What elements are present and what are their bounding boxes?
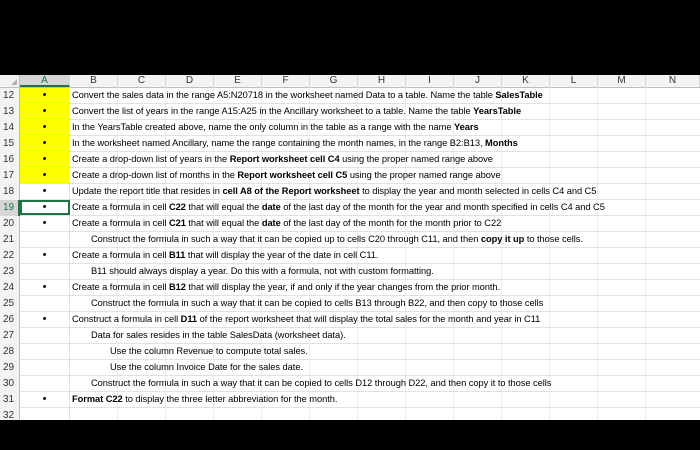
row-header-32[interactable]: 32 xyxy=(0,408,20,420)
cell-a24[interactable] xyxy=(20,280,70,295)
bullet-glyph: • xyxy=(42,217,47,229)
instruction-text-row-25[interactable] xyxy=(91,296,543,311)
bullet-glyph: • xyxy=(42,169,47,181)
row-header-13[interactable]: 13 xyxy=(0,104,20,120)
row-header-16[interactable]: 16 xyxy=(0,152,20,168)
sheet-row-18 xyxy=(0,184,700,200)
cell-a27[interactable] xyxy=(20,328,70,343)
text-run: to display the year and month selected in cells C4 and C5 xyxy=(359,186,597,196)
text-run: Construct the formula in such a way that it can be copied to cells B13 through B22, and then copy to those cells xyxy=(91,298,544,308)
column-header-f[interactable]: F xyxy=(262,75,310,87)
instruction-text-row-22[interactable] xyxy=(72,248,378,263)
bold-text-run: C22 xyxy=(168,202,186,212)
bold-text-run: date xyxy=(261,218,281,228)
text-run: using the proper named range above xyxy=(347,170,501,180)
instruction-text-row-13[interactable] xyxy=(72,104,521,119)
cell-a20[interactable] xyxy=(20,216,70,231)
cell-a31[interactable] xyxy=(20,392,70,407)
column-header-a[interactable]: A xyxy=(20,75,70,87)
row-header-24[interactable]: 24 xyxy=(0,280,20,296)
instruction-text-row-19[interactable] xyxy=(72,200,605,215)
sheet-row-23 xyxy=(0,264,700,280)
text-run: Convert the list of years in the range A15:A25 in the Ancillary worksheet to a table. Name the table xyxy=(72,106,474,116)
sheet-row-28 xyxy=(0,344,700,360)
cell-a18[interactable] xyxy=(20,184,70,199)
row-header-12[interactable]: 12 xyxy=(0,88,20,104)
text-run: of the last day of the month for the year and month specified in cells C4 and C5 xyxy=(280,202,605,212)
column-header-n[interactable]: N xyxy=(646,75,700,87)
sheet-row-25 xyxy=(0,296,700,312)
bullet-glyph: • xyxy=(42,393,47,405)
bullet-glyph: • xyxy=(42,137,47,149)
column-header-b[interactable]: B xyxy=(70,75,118,87)
sheet-row-16 xyxy=(0,152,700,168)
instruction-text-row-31[interactable] xyxy=(72,392,337,407)
text-run: Data for sales resides in the table SalesData (worksheet data). xyxy=(91,330,346,340)
sheet-row-32 xyxy=(0,408,700,420)
sheet-row-17 xyxy=(0,168,700,184)
column-header-i[interactable]: I xyxy=(406,75,454,87)
sheet-row-22 xyxy=(0,248,700,264)
text-run: that will display the year of the date in cell C11. xyxy=(185,250,379,260)
text-run: Construct a formula in cell xyxy=(72,314,181,324)
row-header-21[interactable]: 21 xyxy=(0,232,20,248)
cell-a29[interactable] xyxy=(20,360,70,375)
column-header-g[interactable]: G xyxy=(310,75,358,87)
spreadsheet-grid[interactable] xyxy=(0,75,700,420)
cell-a23[interactable] xyxy=(20,264,70,279)
bold-text-run: YearsTable xyxy=(473,106,522,116)
instruction-text-row-27[interactable] xyxy=(91,328,346,343)
row-header-23[interactable]: 23 xyxy=(0,264,20,280)
column-header-d[interactable]: D xyxy=(166,75,214,87)
bold-text-run: Years xyxy=(454,122,479,132)
row-header-22[interactable]: 22 xyxy=(0,248,20,264)
row-header-29[interactable]: 29 xyxy=(0,360,20,376)
text-run: that will display the year, if and only if the year changes from the prior month. xyxy=(185,282,501,292)
cell-a22[interactable] xyxy=(20,248,70,263)
sheet-row-12 xyxy=(0,88,700,104)
bold-text-run: copy it up xyxy=(480,234,525,244)
column-header-m[interactable]: M xyxy=(598,75,646,87)
cell-a28[interactable] xyxy=(20,344,70,359)
bullet-glyph: • xyxy=(42,89,47,101)
text-run: In the worksheet named Ancillary, name the range containing the month names, in the range B2:B13, xyxy=(72,138,486,148)
bullet-glyph: • xyxy=(42,105,47,117)
row-header-18[interactable]: 18 xyxy=(0,184,20,200)
instruction-text-row-24[interactable] xyxy=(72,280,500,295)
bullet-glyph: • xyxy=(42,313,47,325)
sheet-row-20 xyxy=(0,216,700,232)
sheet-row-27 xyxy=(0,328,700,344)
bullet-glyph: • xyxy=(42,281,47,293)
column-header-j[interactable]: J xyxy=(454,75,502,87)
row-header-31[interactable]: 31 xyxy=(0,392,20,408)
bold-text-run: D11 xyxy=(180,314,198,324)
row-header-26[interactable]: 26 xyxy=(0,312,20,328)
bullet-glyph: • xyxy=(42,249,47,261)
column-header-e[interactable]: E xyxy=(214,75,262,87)
text-run: to those cells. xyxy=(524,234,583,244)
cell-a32[interactable] xyxy=(20,408,70,420)
text-run: Create a formula in cell xyxy=(72,250,169,260)
instruction-text-row-18[interactable] xyxy=(72,184,596,199)
bold-text-run: B12 xyxy=(168,282,186,292)
row-header-15[interactable]: 15 xyxy=(0,136,20,152)
sheet-row-14 xyxy=(0,120,700,136)
cell-a14[interactable] xyxy=(20,120,70,135)
row-header-19[interactable]: 19 xyxy=(0,200,20,216)
instruction-text-row-14[interactable] xyxy=(72,120,479,135)
instruction-text-row-23[interactable] xyxy=(91,264,434,279)
cell-a25[interactable] xyxy=(20,296,70,311)
cell-a16[interactable] xyxy=(20,152,70,167)
sheet-row-21 xyxy=(0,232,700,248)
column-header-bar xyxy=(0,75,700,88)
column-header-c[interactable]: C xyxy=(118,75,166,87)
text-run: Create a drop-down list of months in the xyxy=(72,170,238,180)
instruction-text-row-16[interactable] xyxy=(72,152,493,167)
bold-text-run: Months xyxy=(485,138,518,148)
cell-a13[interactable] xyxy=(20,104,70,119)
cell-a26[interactable] xyxy=(20,312,70,327)
row-header-27[interactable]: 27 xyxy=(0,328,20,344)
row-header-14[interactable]: 14 xyxy=(0,120,20,136)
cell-a15[interactable] xyxy=(20,136,70,151)
row-header-28[interactable]: 28 xyxy=(0,344,20,360)
cell-a21[interactable] xyxy=(20,232,70,247)
bullet-glyph: • xyxy=(42,153,47,165)
instruction-text-row-12[interactable] xyxy=(72,88,543,103)
instruction-text-row-29[interactable] xyxy=(110,360,303,375)
bold-text-run: SalesTable xyxy=(495,90,543,100)
text-run: Construct the formula in such a way that it can be copied to cells D12 through D22, and then copy it to those cells xyxy=(91,378,552,388)
text-run: Create a formula in cell xyxy=(72,218,169,228)
text-run: Convert the sales data in the range A5:N20718 in the worksheet named Data to a table. Name the table xyxy=(72,90,496,100)
text-run: of the report worksheet that will display the total sales for the month and year in C11 xyxy=(197,314,541,324)
cell-a19[interactable] xyxy=(20,200,70,215)
instruction-text-row-26[interactable] xyxy=(72,312,540,327)
sheet-row-19 xyxy=(0,200,700,216)
bold-text-run: Format C22 xyxy=(72,394,123,404)
sheet-row-30 xyxy=(0,376,700,392)
text-run: to display the three letter abbreviation for the month. xyxy=(122,394,338,404)
cell-a30[interactable] xyxy=(20,376,70,391)
bullet-glyph: • xyxy=(42,185,47,197)
text-run: of the last day of the month for the month prior to C22 xyxy=(280,218,502,228)
text-run: Construct the formula in such a way that it can be copied up to cells C20 through C11, and then xyxy=(91,234,481,244)
instruction-text-row-30[interactable] xyxy=(91,376,551,391)
text-run: In the YearsTable created above, name the only column in the table as a range with the name xyxy=(72,122,454,132)
text-run: using the proper named range above xyxy=(339,154,493,164)
sheet-row-15 xyxy=(0,136,700,152)
row-header-17[interactable]: 17 xyxy=(0,168,20,184)
bold-text-run: cell A8 of the Report worksheet xyxy=(222,186,360,196)
cell-a17[interactable] xyxy=(20,168,70,183)
text-run: that will equal the xyxy=(185,218,262,228)
instruction-text-row-21[interactable] xyxy=(91,232,583,247)
instruction-text-row-28[interactable] xyxy=(110,344,308,359)
instruction-text-row-15[interactable] xyxy=(72,136,518,151)
sheet-row-13 xyxy=(0,104,700,120)
cell-a12[interactable] xyxy=(20,88,70,103)
text-run: Create a formula in cell xyxy=(72,202,169,212)
text-run: Create a formula in cell xyxy=(72,282,169,292)
bold-text-run: C21 xyxy=(168,218,186,228)
row-header-20[interactable]: 20 xyxy=(0,216,20,232)
bold-text-run: Report worksheet cell C4 xyxy=(229,154,340,164)
instruction-text-row-20[interactable] xyxy=(72,216,501,231)
sheet-row-29 xyxy=(0,360,700,376)
text-run: Use the column Invoice Date for the sales date. xyxy=(110,362,303,372)
bullet-glyph: • xyxy=(42,201,47,213)
text-run: Create a drop-down list of years in the xyxy=(72,154,230,164)
column-header-h[interactable]: H xyxy=(358,75,406,87)
row-header-30[interactable]: 30 xyxy=(0,376,20,392)
bullet-glyph: • xyxy=(42,121,47,133)
instruction-text-row-17[interactable] xyxy=(72,168,501,183)
bold-text-run: date xyxy=(261,202,281,212)
sheet-row-24 xyxy=(0,280,700,296)
text-run: Use the column Revenue to compute total sales. xyxy=(110,346,308,356)
sheet-row-31 xyxy=(0,392,700,408)
text-run: that will equal the xyxy=(185,202,262,212)
text-run: Update the report title that resides in xyxy=(72,186,223,196)
bold-text-run: Report worksheet cell C5 xyxy=(237,170,348,180)
column-header-k[interactable]: K xyxy=(502,75,550,87)
select-all-corner[interactable] xyxy=(0,75,20,87)
text-run: B11 should always display a year. Do this with a formula, not with custom formatting. xyxy=(91,266,434,276)
sheet-row-26 xyxy=(0,312,700,328)
column-header-l[interactable]: L xyxy=(550,75,598,87)
bold-text-run: B11 xyxy=(168,250,186,260)
row-header-25[interactable]: 25 xyxy=(0,296,20,312)
